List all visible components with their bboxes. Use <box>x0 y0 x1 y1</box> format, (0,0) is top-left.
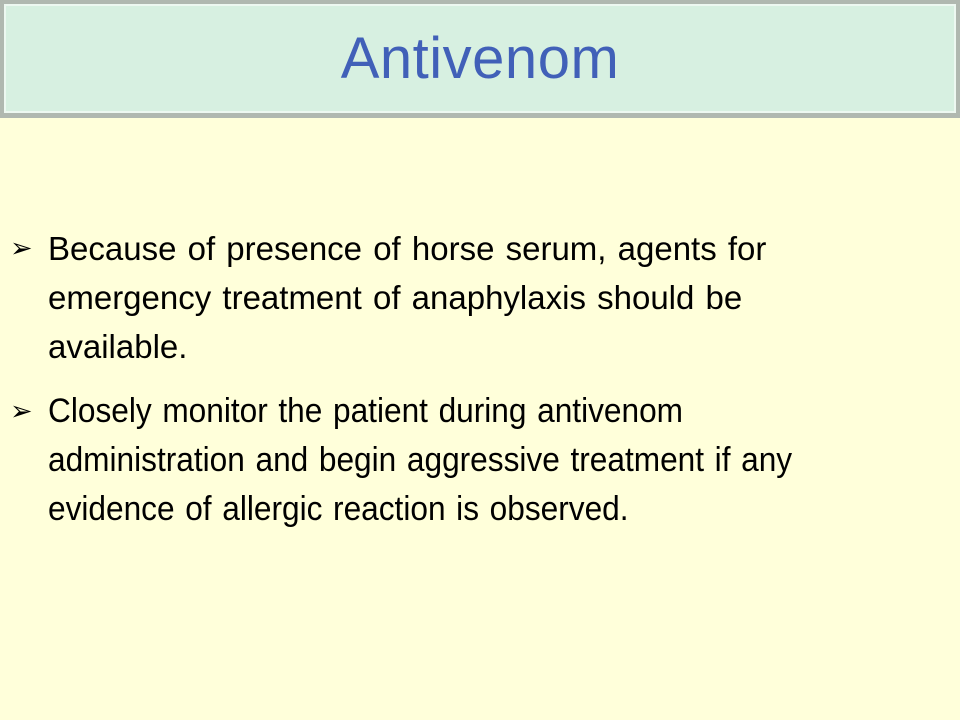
bullet-line: administration and begin aggressive treatment if any <box>48 441 793 479</box>
arrowhead-bullet-icon: ➢ <box>10 396 33 427</box>
bullet-line: emergency treatment of anaphylaxis should be <box>48 279 743 316</box>
bullet-list <box>0 118 960 534</box>
bullet-line: evidence of allergic reaction is observed. <box>48 490 629 528</box>
bullet-line: Closely monitor the patient during antivenom <box>48 392 684 430</box>
bullet-line: Because of presence of horse serum, agents for <box>48 230 767 267</box>
arrowhead-bullet-icon: ➢ <box>10 233 33 264</box>
bullet-item <box>10 224 950 371</box>
bullet-line: available. <box>48 328 188 365</box>
bullet-text <box>48 387 950 534</box>
title-band <box>0 0 960 118</box>
slide-title: Antivenom <box>340 25 620 91</box>
bullet-text <box>48 224 950 371</box>
bullet-item <box>10 387 950 534</box>
